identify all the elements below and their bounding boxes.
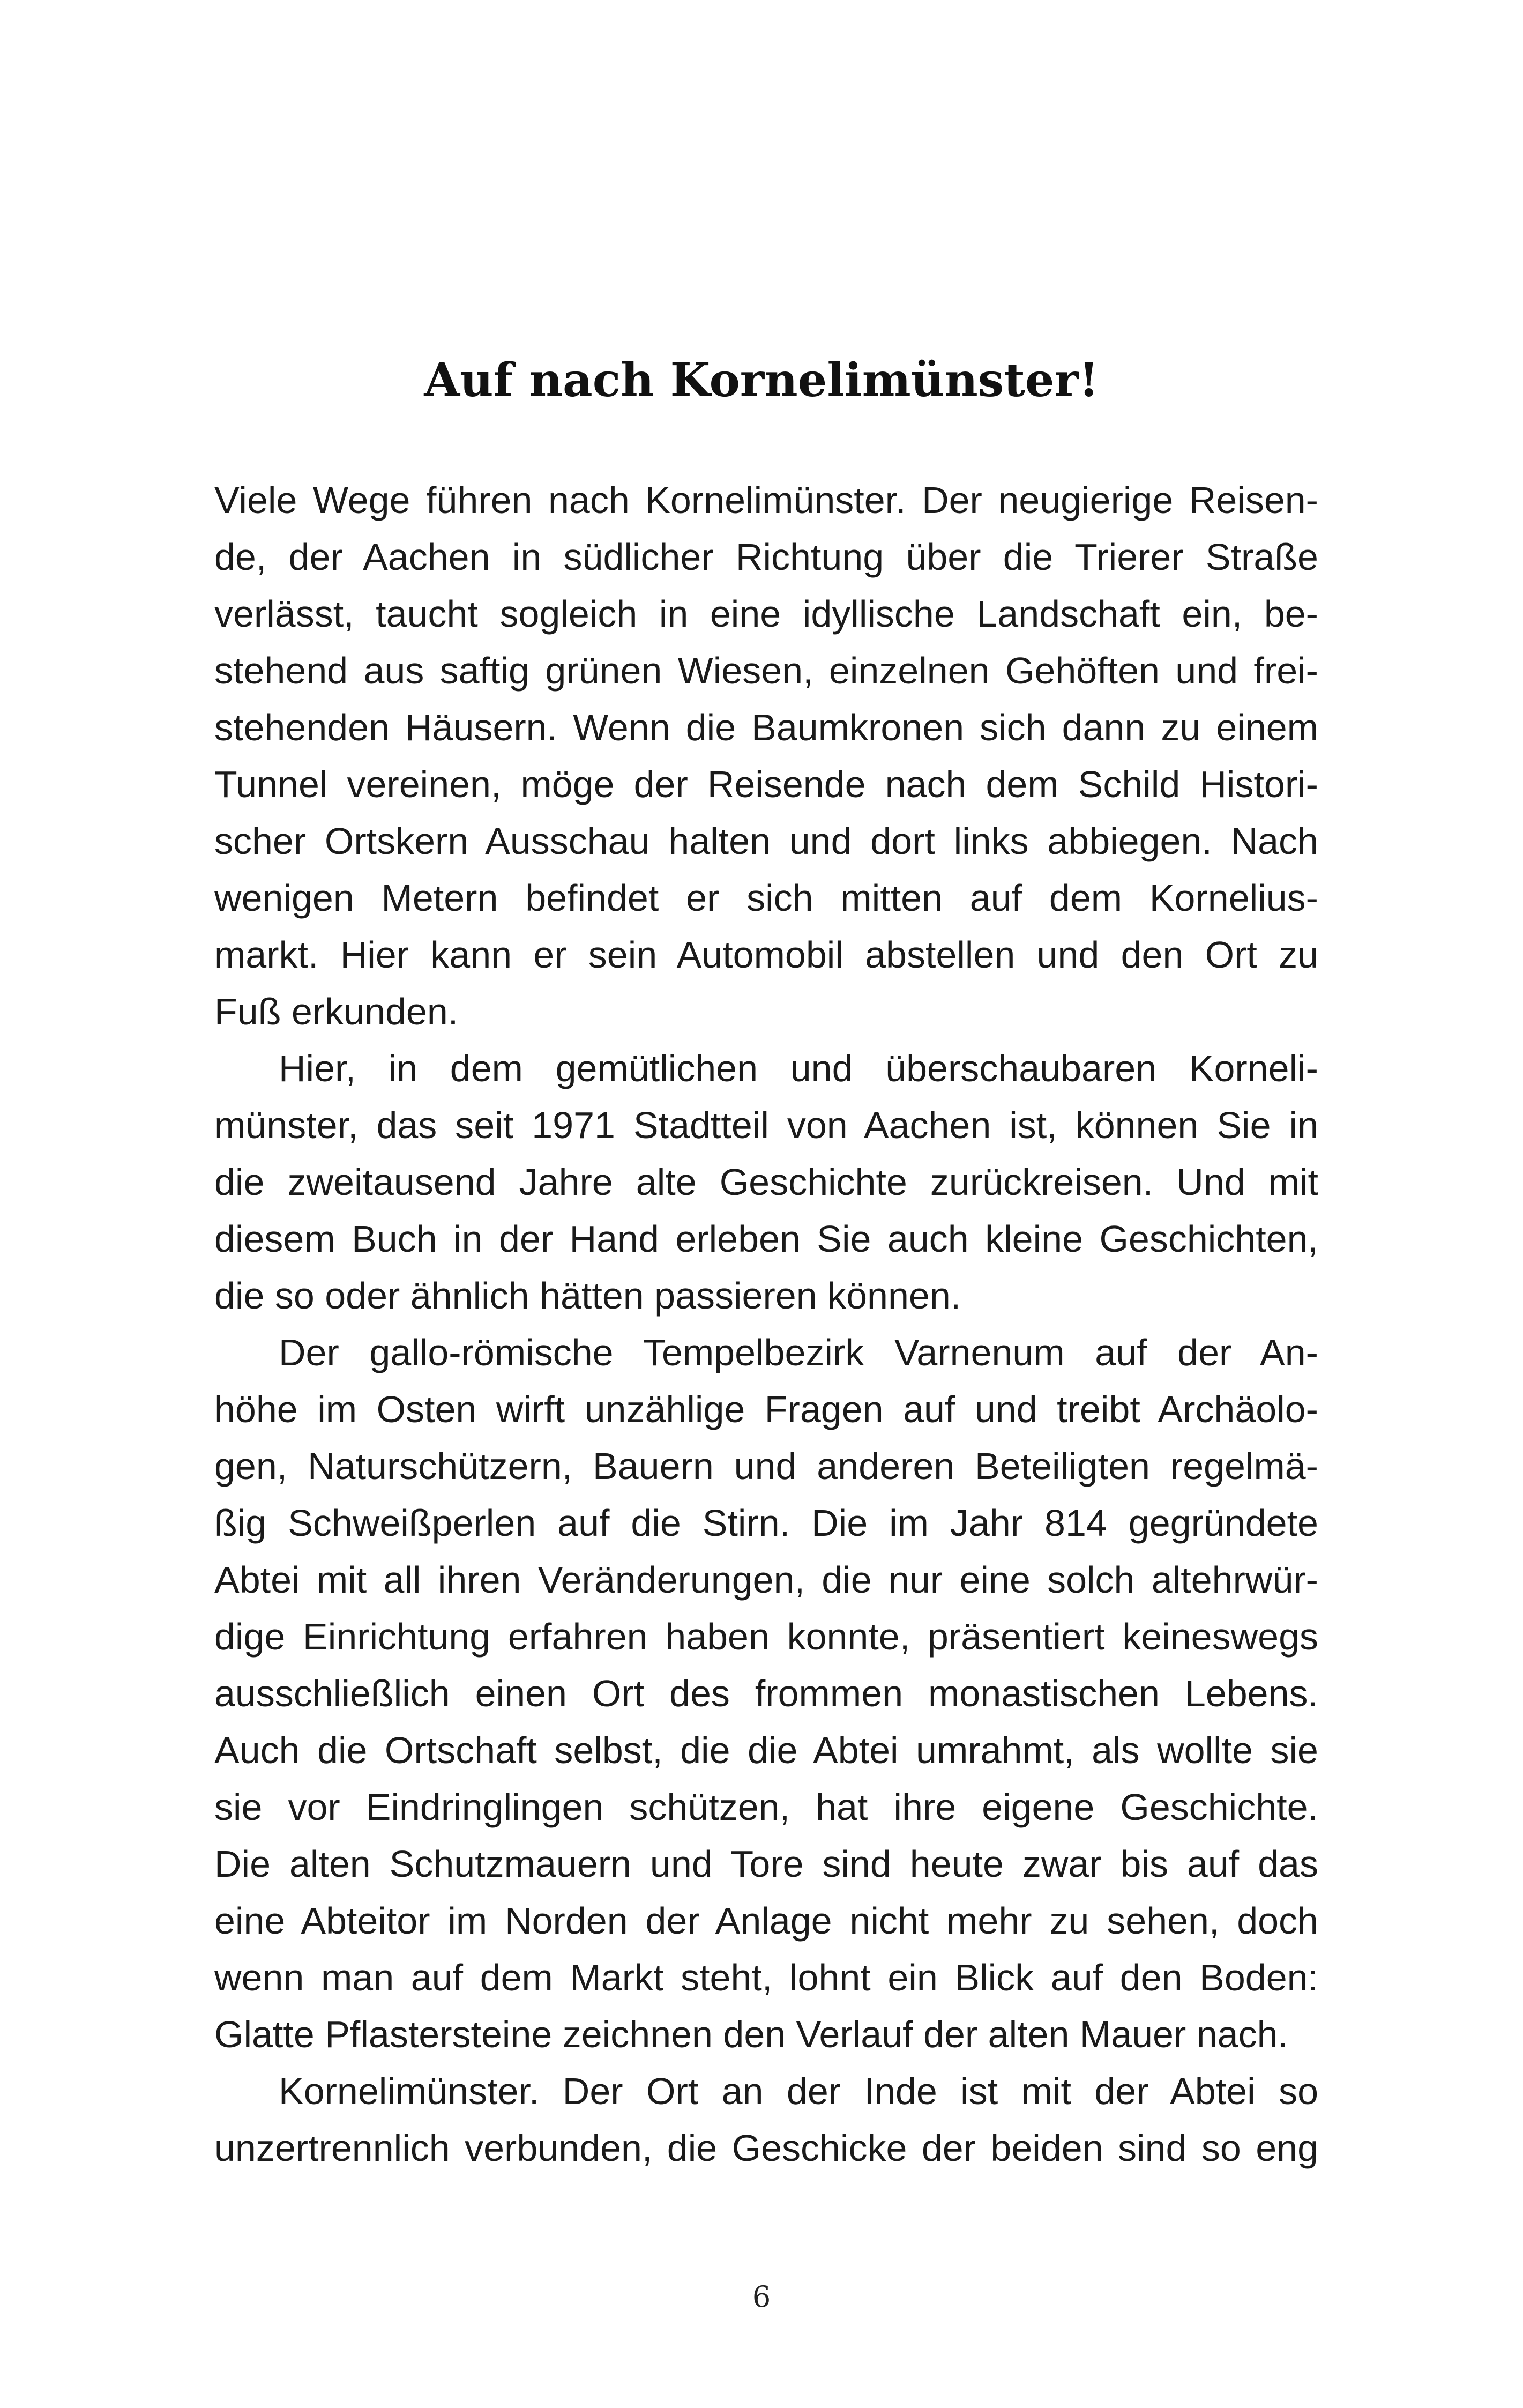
text-line: Der gallo-römische Tempelbezirk Varnenum auf der An- (279, 1332, 1318, 1373)
text-line: markt. Hier kann er sein Automobil abstellen und den Ort zu (214, 934, 1318, 976)
paragraph-1 (214, 472, 1318, 1040)
text-line: diesem Buch in der Hand erleben Sie auch kleine Geschichten, (214, 1218, 1318, 1260)
text-line: dige Einrichtung erfahren haben konnte, präsentiert keineswegs (214, 1616, 1318, 1658)
text-line: die so oder ähnlich hätten passieren können. (214, 1275, 961, 1317)
text-line: Kornelimünster. Der Ort an der Inde ist mit der Abtei so (279, 2070, 1318, 2112)
paragraph-4 (214, 2063, 1318, 2176)
text-line: Tunnel vereinen, möge der Reisende nach dem Schild Histori- (214, 763, 1318, 805)
text-line: höhe im Osten wirft unzählige Fragen auf und treibt Archäolo- (214, 1388, 1318, 1430)
text-line: Die alten Schutzmauern und Tore sind heute zwar bis auf das (214, 1843, 1318, 1885)
text-line: wenn man auf dem Markt steht, lohnt ein Blick auf den Boden: (214, 1957, 1318, 1998)
text-line: eine Abteitor im Norden der Anlage nicht mehr zu sehen, doch (214, 1900, 1318, 1942)
text-line: die zweitausend Jahre alte Geschichte zurückreisen. Und mit (214, 1161, 1318, 1203)
paragraph-3 (214, 1324, 1318, 2063)
text-line: unzertrennlich verbunden, die Geschicke der beiden sind so eng (214, 2127, 1318, 2169)
text-line: scher Ortskern Ausschau halten und dort links abbiegen. Nach (214, 820, 1318, 862)
text-line: verlässt, taucht sogleich in eine idyllische Landschaft ein, be- (214, 593, 1318, 635)
text-line: de, der Aachen in südlicher Richtung über die Trierer Straße (214, 536, 1318, 578)
text-line: Viele Wege führen nach Kornelimünster. Der neugierige Reisen- (214, 479, 1318, 521)
text-line: Fuß erkunden. (214, 991, 459, 1032)
paragraph-2 (214, 1040, 1318, 1324)
text-line: ausschließlich einen Ort des frommen monastischen Lebens. (214, 1673, 1318, 1714)
text-line: Glatte Pflastersteine zeichnen den Verlauf der alten Mauer nach. (214, 2013, 1288, 2055)
text-line: stehenden Häusern. Wenn die Baumkronen sich dann zu einem (214, 707, 1318, 748)
text-line: Abtei mit all ihren Veränderungen, die nur eine solch altehrwür- (214, 1559, 1318, 1601)
text-line: wenigen Metern befindet er sich mitten auf dem Kornelius- (214, 877, 1318, 919)
text-line: ßig Schweißperlen auf die Stirn. Die im Jahr 814 gegründete (214, 1502, 1318, 1544)
text-line: Hier, in dem gemütlichen und überschaubaren Korneli- (279, 1047, 1318, 1089)
text-line: stehend aus saftig grünen Wiesen, einzelnen Gehöften und frei- (214, 650, 1318, 692)
chapter-title: Auf nach Kornelimünster! (424, 353, 1099, 407)
text-line: Auch die Ortschaft selbst, die die Abtei umrahmt, als wollte sie (214, 1729, 1318, 1771)
text-line: münster, das seit 1971 Stadtteil von Aachen ist, können Sie in (214, 1104, 1318, 1146)
text-line: gen, Naturschützern, Bauern und anderen Beteiligten regelmä- (214, 1445, 1318, 1487)
text-line: sie vor Eindringlingen schützen, hat ihre eigene Geschichte. (214, 1786, 1318, 1828)
page-number: 6 (752, 2280, 771, 2314)
body-text (214, 472, 1318, 2176)
